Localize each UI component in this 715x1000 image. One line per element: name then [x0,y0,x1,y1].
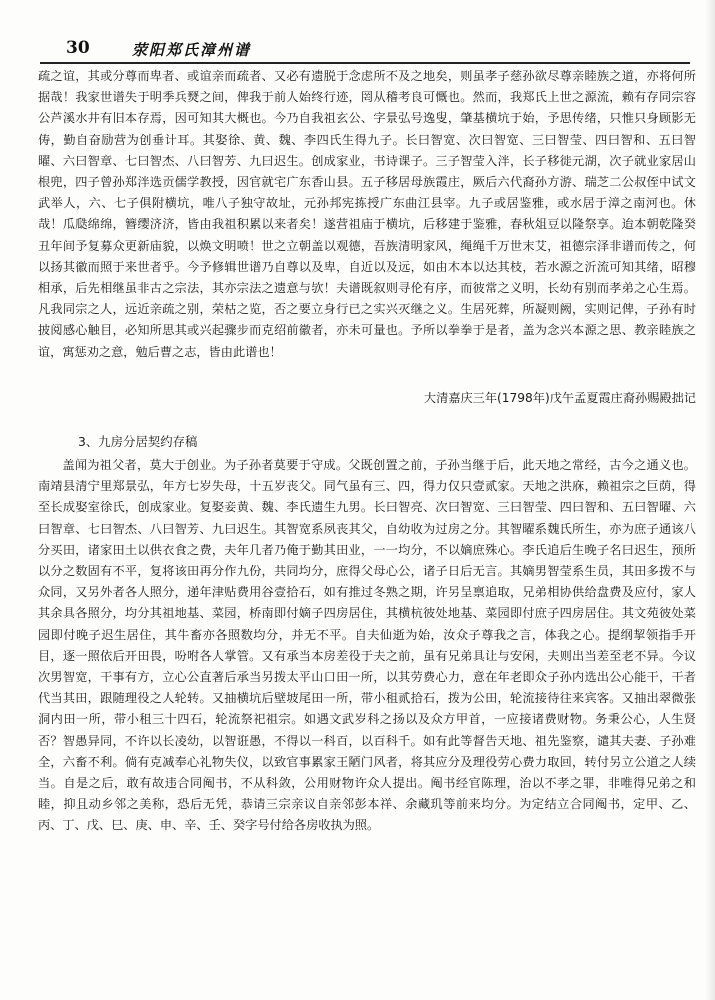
page-number: 30 [66,38,90,58]
header-rule [40,62,690,64]
preface-paragraph: 疏之谊，其或分尊而卑者、或谊亲而疏者、又必有遗脱于念虑所不及之地矣，则虽孝子慈孙欲尽尊亲睦族之道，亦将何所据哉！我家世谱失于明季兵燹之间，俾我于前人始终行迹，罔从稽考良可慨也。然而，我郑氏上世之源流，赖有存同宗容公芦溪水井有旧本存焉，因可知其大概也。今乃自我祖玄公、字景弘号逸叟，肇基横坑于始，予思传绪，只惟只身顾影无俦，勤自奋励营为创垂计耳。其娶徐、黄、魏、李四氏生得九子。长曰智宽、次曰智宽、三曰智莹、四曰智和、五曰智曜、六曰智章、七曰智杰、八曰智芳、九曰迟生。创成家业，书诗课子。三子智莹入泮，长子移徙元湖，次子就业家居山根兜，四子曾孙郑泮选贡儒学教授，因官就宅广东香山县。五子移居母族霞庄，厥后六代裔孙方游、瑞芝二公叔侄中试文武举人，六、七子俱附横坑，唯八子独守故址，元孙邦宪拣授广东曲江县宰。九子或居鉴雅，或水居于漳之南河也。休哉！瓜瓞绵绵，簪缨济济，皆由我祖积累以来者矣！遂营祖庙于横坑，后移建于鉴雅，春秋俎豆以隆祭享。迨本朝乾隆癸丑年间予复募众更新庙貌，以焕文明喷！世之立朝盖以观德，吾族清明家风，绳绳千万世末艾，祖德宗泽非谱而传之，何以扬其徽而照于来世者乎。今予修辑世谱乃自尊以及卑，自近以及远，如由木本以达其枝，若水源之沂流可知其绪，昭穆相承，后先相继虽非古之宗法，其亦宗法之遗意与欤！夫谱既叙则寻伦有序，而彼常之义明，长幼有别而孝弟之心生焉。凡我同宗之人，远近亲疏之别，荣枯之览，否之要立身行已之实兴灭继之义。生居死葬，所凝则阙，实则记俾，子孙有时披阅感心触目，必知所思其或兴起骤步而克绍前徽者，亦未可量也。予所以拳拳于是者，盖为念兴本源之思、教亲睦族之谊，寓惩劝之意，勉后曹之志，皆由此谱也！ [38,69,696,359]
book-title: 荥阳郑氏漳州谱 [132,41,252,59]
scan-shadow-edge [705,0,715,1000]
contract-paragraph: 盖闻为祖父者，莫大于创业。为子孙者莫要于守成。父既创置之前，子孙当继于后，此天地之常经，古今之通义也。南靖县清宁里郑景弘，年方七岁失母，十五岁丧父。同气虽有三、四，得力仅只壹贰家。天地之洪庥，赖祖宗之巨荫，得至长成娶室徐氏，创成家业。复娶妾黄、魏、李氏遗生九男。长曰智亮、次曰智宽、三曰智莹、四曰智和、五曰智曜、六曰智章、七曰智杰、八曰智芳、九曰迟生。其智宽系夙丧其父，自幼收为过房之分。其智曜系魏氏所生，亦为庶子通该八分买田，诸家田土以供衣食之费，夫年几者乃俺于勤其田业，一一均分，不以嫡庶殊心。李氏追后生晚子名曰迟生，预所以分之数固有不平，复将该田再分作九份，共同均分，庶得父母心公，诸子日后无言。其嫡男智莹系生员，其田多拨不与众同，又另外者各人照分，递年津贴费用谷壹拾石，如有推过冬熟之期，许另呈禀追取，兄弟相协供给盘费及应付，家人其余具各照分，均分其祖地基、菜园，桥南即付嫡子四房居住，其横杭彼处地基、菜园即付庶子四房居住。其文苑彼处菜园即付晚子迟生居住，其牛畜亦各照数均分，并无不平。自夫仙逝为始，汝众子尊我之言，体我之心。提纲挈领指手开目，逐一照依后开田畏，吩咐各人掌管。又有承当本房差役于夫之前，虽有兄弟具让与安闲，夫则出当差至老不异。今议次男智宽，干事有方，立心公直著后承当另拨太平山口田一所，以其劳费心力，意在年老即众子孙内选出公心能干，干者代当其田，跟随理役之人轮转。又抽横坑后壁坡尾田一所，带小租贰拾石，拨为公田，轮流接待往来宾客。又抽出翠微张洞内田一所，带小租三十四石，轮流祭祀祖宗。如遇文武岁科之扬以及众方甲首，一应接诸费财物。务秉公心，人生贤否？智愚异同，不许以长凌幼，以智诳愚，不得以一科百，以百科千。如有此等督告天地、祖先鉴察，谴其夫妻、子孙难全，六畜不利。倘有克减奉心礼物失仪，以致官事累家王陋门风者，将其应分及理役劳心费力取回，转付另立公道之人续当。自是之后，敢有故违合同阄书，不从科敛，公用财物许众人提出。阄书经官陈理，治以不孝之罪，非唯得兄弟之和睦，抑且动乡邻之美称，恐后无凭，恭请三宗亲议自亲邻彭本祥、余藏玑等前来均分。为定结立合同阄书，定甲、乙、丙、丁、戊、巳、庚、申、辛、壬、癸字号付给各房收执为照。 [38,458,696,833]
preface-signature: 大清嘉庆三年(1798年)戊午孟夏霞庄裔孙赐殿拙记 [423,391,696,405]
page-header [40,36,690,62]
section-heading: 3、九房分居契约存稿 [78,434,198,449]
